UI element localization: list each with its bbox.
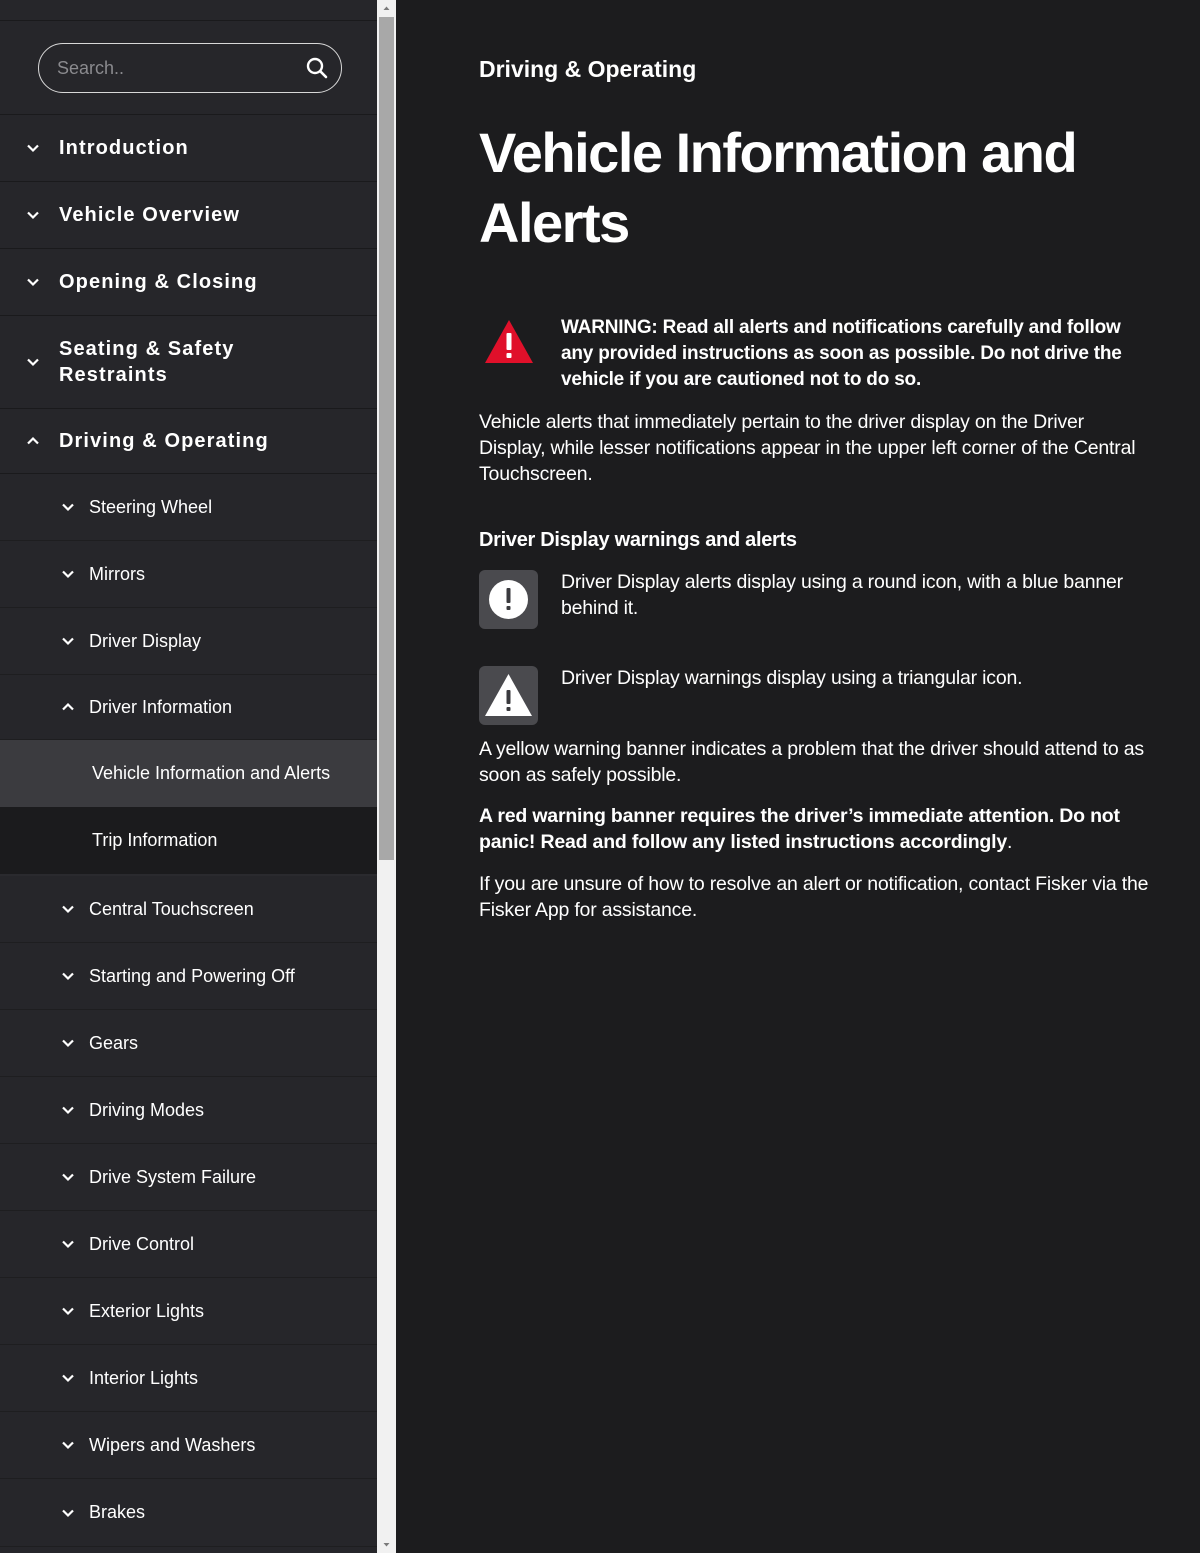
- red-banner-paragraph: [479, 803, 1149, 855]
- warning-message: WARNING: Read all alerts and notifications carefully and follow any provided instructions as soon as possible. Do not drive the vehicle if you are cautioned not to do so.: [561, 317, 1122, 390]
- warning-icon-description: Driver Display warnings display using a triangular icon.: [561, 667, 1023, 689]
- nav-subitem-exterior-lights[interactable]: [0, 1278, 377, 1345]
- nav-leaf-label: Vehicle Information and Alerts: [92, 763, 331, 783]
- nav-item-label: Seating & Safety Restraints: [59, 338, 235, 386]
- nav-item-opening-closing[interactable]: [0, 249, 377, 316]
- warning-triangle-icon: [484, 673, 533, 717]
- round-alert-icon: [488, 579, 529, 620]
- sidebar-scrollbar[interactable]: [377, 0, 396, 1553]
- nav-subitem-interior-lights[interactable]: [0, 1345, 377, 1412]
- breadcrumb[interactable]: Driving & Operating: [479, 56, 697, 82]
- search-area: [0, 21, 377, 115]
- nav-subitem-brakes[interactable]: [0, 1479, 377, 1547]
- chevron-up-icon: [60, 699, 76, 715]
- search-input[interactable]: [57, 56, 287, 80]
- alert-icon-description: Driver Display alerts display using a round icon, with a blue banner behind it.: [561, 571, 1123, 619]
- nav-item-driving-operating[interactable]: [0, 409, 377, 474]
- chevron-down-icon: [60, 1102, 76, 1118]
- sidebar-top-divider: [0, 0, 377, 21]
- nav-item-label: Opening & Closing: [59, 271, 258, 293]
- red-banner-period: .: [1007, 831, 1013, 853]
- nav-subitem-central-touchscreen[interactable]: [0, 876, 377, 943]
- nav-subitem-steering-wheel[interactable]: [0, 474, 377, 541]
- nav-item-label: Introduction: [59, 137, 189, 159]
- nav-subitem-starting-powering-off[interactable]: [0, 943, 377, 1010]
- chevron-down-icon: [25, 354, 41, 370]
- nav-item-seating-safety[interactable]: [0, 316, 377, 409]
- chevron-down-icon: [60, 1169, 76, 1185]
- intro-paragraph: Vehicle alerts that immediately pertain to the driver display on the Driver Display, while lesser notifications appear in the upper left corner of the Central Touchscreen.: [479, 411, 1136, 485]
- chevron-down-icon: [60, 1236, 76, 1252]
- sidebar: [0, 0, 377, 1553]
- nav-leaf-label: Trip Information: [92, 830, 218, 850]
- nav-subitem-driving-modes[interactable]: [0, 1077, 377, 1144]
- nav-subitem-label: Drive System Failure: [89, 1166, 257, 1187]
- nav-subitem-mirrors[interactable]: [0, 541, 377, 608]
- chevron-down-icon: [25, 207, 41, 223]
- scroll-up-arrow-icon[interactable]: [377, 0, 396, 17]
- search-icon[interactable]: [305, 56, 329, 80]
- nav-subitem-drive-system-failure[interactable]: [0, 1144, 377, 1211]
- nav-subitem-label: Interior Lights: [89, 1367, 199, 1388]
- scroll-down-arrow-icon[interactable]: [377, 1536, 396, 1553]
- nav-subitem-label: Gears: [89, 1032, 139, 1053]
- chevron-down-icon: [60, 633, 76, 649]
- nav-subitem-label: Starting and Powering Off: [89, 965, 295, 986]
- nav-subitem-label: Central Touchscreen: [89, 898, 254, 919]
- warning-triangle-icon: [483, 318, 535, 366]
- chevron-up-icon: [25, 433, 41, 449]
- nav-subitem-drive-control[interactable]: [0, 1211, 377, 1278]
- nav-subitem-label: Driving Modes: [89, 1099, 205, 1120]
- chevron-down-icon: [60, 499, 76, 515]
- red-banner-text: A red warning banner requires the driver’s immediate attention. Do not panic! Read and follow any listed instructions accordingly: [479, 805, 1120, 853]
- nav-item-vehicle-overview[interactable]: [0, 182, 377, 249]
- nav-leaf-trip-information[interactable]: [0, 807, 377, 876]
- search-box[interactable]: [38, 43, 342, 93]
- scroll-thumb[interactable]: [379, 17, 394, 860]
- nav-subitem-label: Exterior Lights: [89, 1300, 205, 1321]
- nav-subitem-driver-information[interactable]: [0, 675, 377, 740]
- contact-paragraph: If you are unsure of how to resolve an alert or notification, contact Fisker via the Fisker App for assistance.: [479, 873, 1149, 921]
- chevron-down-icon: [60, 1437, 76, 1453]
- nav-subitem-label: Steering Wheel: [89, 496, 213, 517]
- chevron-down-icon: [60, 968, 76, 984]
- nav-subitem-label: Mirrors: [89, 563, 145, 584]
- nav-item-label: Driving & Operating: [59, 430, 269, 452]
- nav-subitem-label: Driver Display: [89, 630, 202, 651]
- nav-subitem-label: Brakes: [89, 1502, 146, 1522]
- nav-subitem-wipers-washers[interactable]: [0, 1412, 377, 1479]
- nav-subitem-driver-display[interactable]: [0, 608, 377, 675]
- nav-subitem-label: Drive Control: [89, 1233, 195, 1254]
- chevron-down-icon: [25, 140, 41, 156]
- yellow-banner-paragraph: A yellow warning banner indicates a problem that the driver should attend to as soon as safely possible.: [479, 738, 1144, 786]
- nav-leaf-vehicle-information-alerts[interactable]: [0, 740, 377, 807]
- chevron-down-icon: [60, 1505, 76, 1521]
- chevron-down-icon: [60, 566, 76, 582]
- main-content: [396, 0, 1200, 1553]
- chevron-down-icon: [25, 274, 41, 290]
- chevron-down-icon: [60, 1370, 76, 1386]
- page-title: Vehicle Information and Alerts: [479, 121, 1077, 254]
- chevron-down-icon: [60, 1303, 76, 1319]
- nav-subitem-label: Driver Information: [89, 696, 233, 717]
- alert-icon-tile: [479, 570, 538, 629]
- chevron-down-icon: [60, 901, 76, 917]
- nav-item-introduction[interactable]: [0, 115, 377, 182]
- section-heading: Driver Display warnings and alerts: [479, 529, 797, 551]
- nav-subitem-label: Wipers and Washers: [89, 1434, 256, 1455]
- chevron-down-icon: [60, 1035, 76, 1051]
- nav-subitem-gears[interactable]: [0, 1010, 377, 1077]
- nav-item-label: Vehicle Overview: [59, 204, 241, 226]
- warning-icon-tile: [479, 666, 538, 725]
